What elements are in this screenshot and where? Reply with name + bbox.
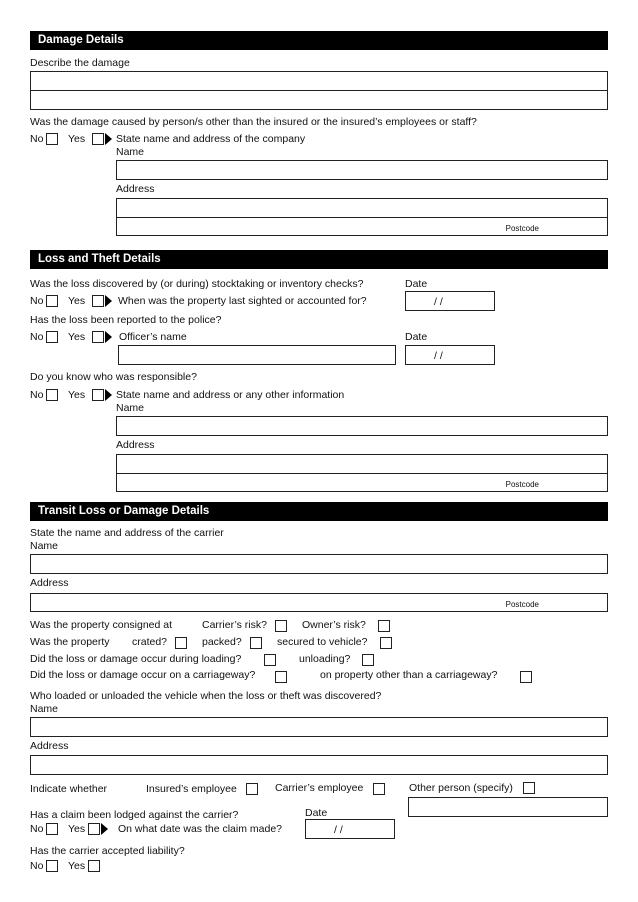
unloading-label: unloading?	[299, 653, 351, 665]
date-label: Date	[405, 331, 428, 343]
damage-company-address-field-1[interactable]	[116, 198, 608, 218]
other-person-label: Other person (specify)	[409, 782, 513, 794]
date-mask: / /	[334, 824, 343, 836]
stocktaking-no-checkbox[interactable]	[46, 295, 58, 307]
damage-company-name-field[interactable]	[116, 160, 608, 180]
responsible-address-field-2[interactable]	[116, 473, 608, 492]
damage-yes-label: Yes	[68, 133, 86, 145]
describe-damage-label: Describe the damage	[30, 57, 130, 69]
liability-yes-checkbox[interactable]	[88, 860, 100, 872]
damage-caused-question: Was the damage caused by person/s other than the insured or the insured’s employees or staff?	[30, 116, 477, 128]
last-sighted-question: When was the property last sighted or accounted for?	[118, 295, 367, 307]
police-no-checkbox[interactable]	[46, 331, 58, 343]
responsible-no-label: No	[30, 389, 44, 401]
carriageway-question: Did the loss or damage occur on a carriageway?	[30, 669, 256, 681]
insured-employee-checkbox[interactable]	[246, 783, 258, 795]
secured-checkbox[interactable]	[380, 637, 392, 649]
loader-name-label: Name	[30, 703, 59, 715]
police-no-label: No	[30, 331, 44, 343]
postcode-label: Postcode	[505, 224, 539, 233]
police-question: Has the loss been reported to the police?	[30, 314, 222, 326]
damage-state-company-label: State name and address of the company	[116, 133, 306, 145]
section-header-transit: Transit Loss or Damage Details	[30, 502, 608, 521]
date-mask: / /	[434, 350, 443, 362]
responsible-address-label: Address	[116, 439, 155, 451]
loading-checkbox[interactable]	[264, 654, 276, 666]
loading-question: Did the loss or damage occur during loading?	[30, 653, 242, 665]
who-loaded-question: Who loaded or unloaded the vehicle when the loss or theft was discovered?	[30, 690, 382, 702]
carrier-state-label: State the name and address of the carrier	[30, 527, 224, 539]
unloading-checkbox[interactable]	[362, 654, 374, 666]
claim-yes-label: Yes	[68, 823, 86, 835]
carrier-employee-checkbox[interactable]	[373, 783, 385, 795]
packed-checkbox[interactable]	[250, 637, 262, 649]
date-label: Date	[405, 278, 428, 290]
carrier-name-field[interactable]	[30, 554, 608, 574]
responsible-state-label: State name and address or any other information	[116, 389, 345, 401]
describe-damage-field-2[interactable]	[30, 90, 608, 110]
loader-name-field[interactable]	[30, 717, 608, 737]
stocktaking-question: Was the loss discovered by (or during) stocktaking or inventory checks?	[30, 278, 364, 290]
responsible-name-field[interactable]	[116, 416, 608, 436]
liability-no-label: No	[30, 860, 44, 872]
claim-date-question: On what date was the claim made?	[118, 823, 283, 835]
damage-no-checkbox[interactable]	[46, 133, 58, 145]
describe-damage-field-1[interactable]	[30, 71, 608, 91]
damage-company-address-field-2[interactable]	[116, 217, 608, 236]
stocktaking-yes-label: Yes	[68, 295, 86, 307]
damage-no-label: No	[30, 133, 44, 145]
arrow-right-icon	[105, 331, 112, 343]
responsible-yes-label: Yes	[68, 389, 86, 401]
responsible-question: Do you know who was responsible?	[30, 371, 197, 383]
claim-no-checkbox[interactable]	[46, 823, 58, 835]
claim-lodged-question: Has a claim been lodged against the carrier?	[30, 809, 239, 821]
indicate-whether-label: Indicate whether	[30, 783, 108, 795]
packed-label: packed?	[202, 636, 242, 648]
liability-question: Has the carrier accepted liability?	[30, 845, 185, 857]
section-header-loss-theft: Loss and Theft Details	[30, 250, 608, 269]
owners-risk-label: Owner’s risk?	[302, 619, 366, 631]
date-label: Date	[305, 807, 328, 819]
postcode-label: Postcode	[505, 600, 539, 609]
claim-date-field[interactable]	[305, 819, 395, 839]
police-report-date-field[interactable]	[405, 345, 495, 365]
loader-address-label: Address	[30, 740, 69, 752]
crated-checkbox[interactable]	[175, 637, 187, 649]
other-person-specify-field[interactable]	[408, 797, 608, 817]
insured-employee-label: Insured’s employee	[146, 783, 237, 795]
carriers-risk-label: Carrier’s risk?	[202, 619, 267, 631]
secured-label: secured to vehicle?	[277, 636, 368, 648]
liability-no-checkbox[interactable]	[46, 860, 58, 872]
crated-label: crated?	[132, 636, 168, 648]
arrow-right-icon	[105, 295, 112, 307]
carrier-address-label: Address	[30, 577, 69, 589]
damage-yes-checkbox[interactable]	[92, 133, 104, 145]
officer-name-field[interactable]	[118, 345, 396, 365]
other-property-label: on property other than a carriageway?	[320, 669, 498, 681]
officer-name-label: Officer’s name	[119, 331, 187, 343]
police-yes-checkbox[interactable]	[92, 331, 104, 343]
carrier-employee-label: Carrier’s employee	[275, 782, 364, 794]
other-person-checkbox[interactable]	[523, 782, 535, 794]
stocktaking-yes-checkbox[interactable]	[92, 295, 104, 307]
date-mask: / /	[434, 296, 443, 308]
stocktaking-no-label: No	[30, 295, 44, 307]
damage-address-label: Address	[116, 183, 155, 195]
arrow-right-icon	[105, 133, 112, 145]
postcode-label: Postcode	[505, 480, 539, 489]
claim-yes-checkbox[interactable]	[88, 823, 100, 835]
consigned-question: Was the property consigned at	[30, 619, 173, 631]
carrier-address-field[interactable]	[30, 593, 608, 612]
responsible-address-field-1[interactable]	[116, 454, 608, 474]
carriageway-checkbox[interactable]	[275, 671, 287, 683]
loader-address-field[interactable]	[30, 755, 608, 775]
was-property-label: Was the property	[30, 636, 110, 648]
police-yes-label: Yes	[68, 331, 86, 343]
carriers-risk-checkbox[interactable]	[275, 620, 287, 632]
other-property-checkbox[interactable]	[520, 671, 532, 683]
responsible-name-label: Name	[116, 402, 145, 414]
responsible-no-checkbox[interactable]	[46, 389, 58, 401]
arrow-right-icon	[101, 823, 108, 835]
last-sighted-date-field[interactable]	[405, 291, 495, 311]
section-header-damage: Damage Details	[30, 31, 608, 50]
damage-name-label: Name	[116, 146, 145, 158]
claim-no-label: No	[30, 823, 44, 835]
liability-yes-label: Yes	[68, 860, 86, 872]
responsible-yes-checkbox[interactable]	[92, 389, 104, 401]
carrier-name-label: Name	[30, 540, 59, 552]
owners-risk-checkbox[interactable]	[378, 620, 390, 632]
arrow-right-icon	[105, 389, 112, 401]
